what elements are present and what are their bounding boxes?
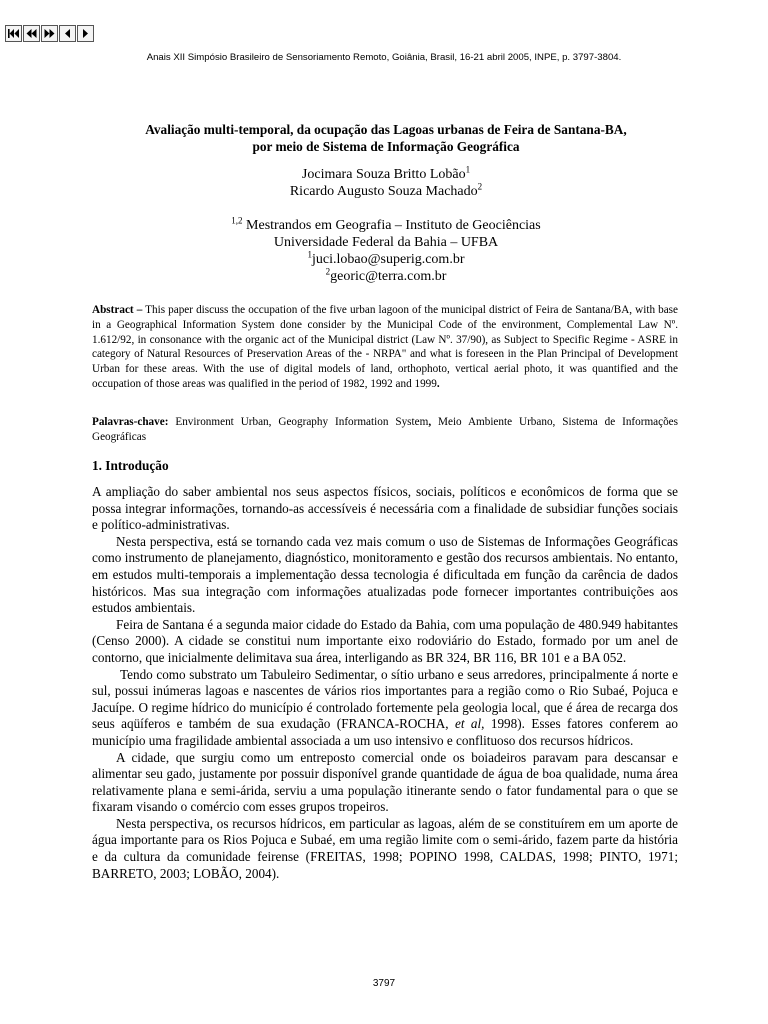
affiliation-line: [80, 217, 692, 234]
paragraph: Feira de Santana é a segunda maior cidade do Estado da Bahia, com uma população de 480.949 habitantes (Censo 2000). A cidade se constitui num importante eixo rodoviário do Estado, formado por um anel de contorno, que inicialmente delimitava sua área, interligando as BR 324, BR 116, BR 101 e a BA 052.: [92, 616, 678, 665]
email-line: [80, 251, 692, 268]
email-superscript: 2: [325, 266, 331, 277]
author-superscript: 1: [465, 164, 471, 175]
title-line-1: Avaliação multi-temporal, da ocupação das Lagoas urbanas de Feira de Santana-BA,: [145, 122, 627, 137]
keywords: [92, 415, 678, 445]
keywords-text: Environment Urban, Geography Information System: [168, 416, 429, 428]
affiliation-department: Mestrandos em Geografia – Instituto de Geociências: [242, 218, 541, 233]
first-page-icon: [8, 29, 19, 38]
paragraph-text: , 1998). Esses fatores conferem ao município uma fragilidade ambiental associada a um uso intensivo e conflituoso dos recursos hídricos.: [92, 716, 678, 748]
author-name: Ricardo Augusto Souza Machado: [289, 184, 478, 199]
first-page-button[interactable]: [5, 25, 22, 42]
keywords-text: Meio Ambiente Urbano, Sistema de Informações Geográficas: [92, 416, 678, 443]
author-superscript: 2: [477, 181, 483, 192]
abstract-text: This paper discuss the occupation of the five urban lagoon of the municipal district of Feira de Santana/BA, with base in a Geographical Information System done consider by the Municipal Code of the environment, Complemental Law Nº. 1.612/92, in consonance with the organic act of the Municipal district (Law Nº. 37/90), as Subject to Specific Regime - ASRE in category of Natural Resources of Preservation Areas of the - NRPA" and what is foreseen in the Plan Principal of Development Urban for these areas. With the use of digital models of land, orthophoto, vertical aerial photo, it was quantified and the occupation of those areas was qualified in the period of 1982, 1992 and 1999: [92, 304, 678, 390]
email-superscript: 1: [307, 249, 313, 260]
keywords-separator: ,: [428, 416, 432, 428]
back-button[interactable]: [59, 25, 76, 42]
paragraph-text: Tendo como substrato um Tabuleiro Sedimentar, o sítio urbano e seus arredores, principalmente á norte e sul, possui inúmeras lagoas e nascentes de vários rios importantes para a região como o Rio Subaé, Pojuca e Jacuípe. O regime hídrico do município é controlado fortemente pela geologia local, que é área de recarga dos seus aqüíferos e também de sua exudação (FRANCA-ROCHA,: [92, 666, 678, 732]
running-header: Anais XII Simpósio Brasileiro de Sensoriamento Remoto, Goiânia, Brasil, 16-21 abril 2005, INPE, p. 3797-3804.: [146, 52, 622, 63]
author: [80, 183, 692, 200]
triangle-right-icon: [80, 29, 91, 38]
affiliation-university: Universidade Federal da Bahia – UFBA: [273, 235, 499, 250]
title-line-2: por meio de Sistema de Informação Geográfica: [252, 139, 520, 154]
forward-button[interactable]: [77, 25, 94, 42]
abstract-label: Abstract –: [92, 304, 143, 316]
previous-page-button[interactable]: [23, 25, 40, 42]
section-body: [92, 484, 678, 882]
keywords-label: Palavras-chave:: [92, 416, 169, 428]
paper-title: [80, 121, 692, 155]
author-name: Jocimara Souza Britto Lobão: [301, 167, 466, 182]
paragraph: Nesta perspectiva, os recursos hídricos, em particular as lagoas, além de se constituírem em um aporte de água importante para os Rios Pojuca e Subaé, em uma região limite com o semi-árido, fazem parte da história e da cultura da comunidade feirense (FREITAS, 1998; POPINO 1998, CALDAS, 1998; PINTO, 1971; BARRETO, 2003; LOBÃO, 2004).: [92, 815, 678, 881]
paragraph: A cidade, que surgiu como um entreposto comercial onde os boiadeiros paravam para descansar e alimentar seu gado, justamente por possuir disponível grande quantidade de água de boa qualidade, numa área relativamente plana e semi-árida, serviu a uma população itinerante sendo o fator fundamental para o que se fixaram visando o comércio com esses grupos tropeiros.: [92, 749, 678, 815]
author: [80, 166, 692, 183]
next-page-button[interactable]: [41, 25, 58, 42]
affiliation-block: [80, 217, 692, 285]
affiliation-superscript: 1,2: [231, 215, 243, 226]
citation-et-al: et al: [454, 716, 482, 732]
email-address: georic@terra.com.br: [330, 269, 447, 284]
fast-forward-icon: [44, 29, 55, 38]
section-heading: 1. Introdução: [92, 458, 169, 473]
page-navigation-bar: [5, 25, 94, 42]
abstract-end: .: [436, 377, 440, 390]
triangle-left-icon: [62, 29, 73, 38]
email-line: [80, 268, 692, 285]
email-address: juci.lobao@superig.com.br: [312, 252, 465, 267]
abstract: [92, 303, 678, 392]
author-list: [80, 166, 692, 200]
paragraph: A ampliação do saber ambiental nos seus aspectos físicos, sociais, políticos e econômicos de forma que se possa integrar informações, tornando-as accessíveis é necessária com a finalidade de subsidiar funções sociais e político-administrativas.: [92, 484, 678, 533]
rewind-icon: [26, 29, 37, 38]
page-number: 3797: [372, 978, 396, 989]
paragraph: [92, 667, 678, 750]
paragraph: Nesta perspectiva, está se tornando cada vez mais comum o uso de Sistemas de Informações Geográficas como instrumento de planejamento, diagnóstico, monitoramento e gestão dos recursos ambientais. No entanto, em estudos multi-temporais a implementação dessa tecnologia é dificultada em função da carência de dados históricos. Mas sua integração com informações atualizadas pode fornecer importantes contribuições aos estudos ambientais.: [92, 533, 678, 616]
